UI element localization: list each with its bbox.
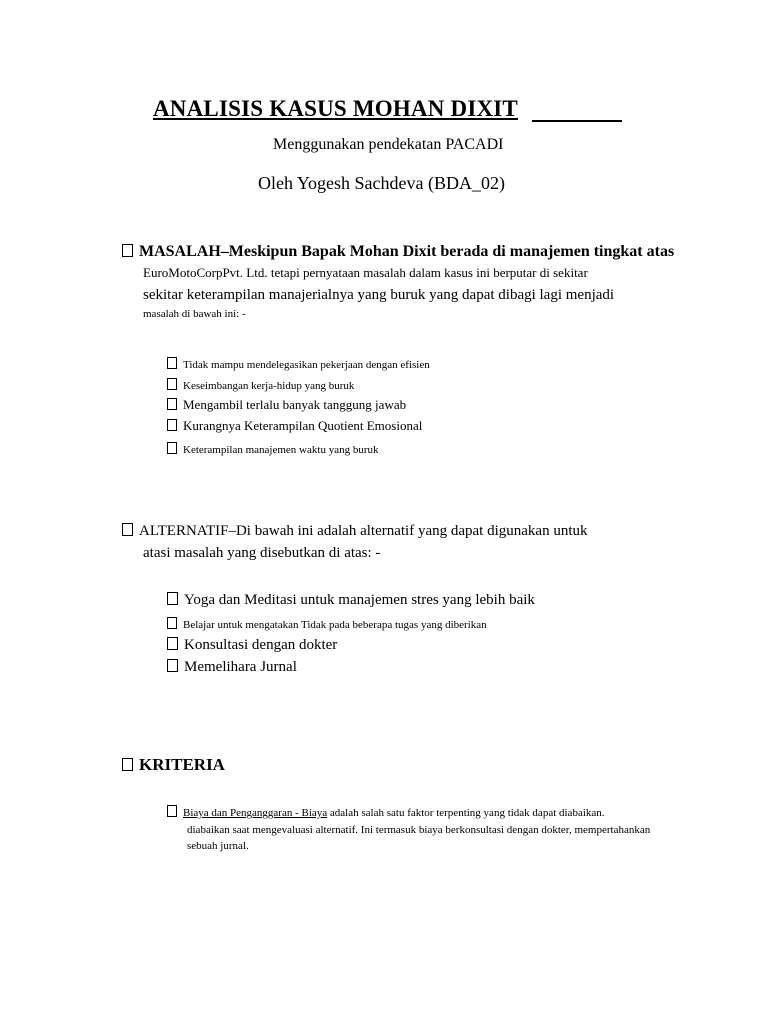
bullet-box-icon [167, 805, 177, 817]
bullet-box-icon [167, 442, 177, 454]
document-title: ANALISIS KASUS MOHAN DIXIT [153, 96, 518, 121]
masalah-line-2: sekitar keterampilan manajerialnya yang buruk yang dapat dibagi lagi menjadi [143, 287, 615, 303]
document-subtitle: Menggunakan pendekatan PACADI [273, 136, 504, 153]
masalah-line-1: EuroMotoCorpPvt. Ltd. tetapi pernyataan masalah dalam kasus ini berputar di sekitar [143, 265, 588, 280]
document-author: Oleh Yogesh Sachdeva (BDA_02) [258, 173, 505, 193]
masalah-item-text: Tidak mampu mendelegasikan pekerjaan dengan efisien [183, 359, 430, 371]
bullet-box-icon [122, 244, 133, 257]
kriteria-item-label: Biaya dan Penganggaran - Biaya [183, 807, 328, 819]
masalah-item-text: Keterampilan manajemen waktu yang buruk [183, 444, 379, 456]
title-underline [532, 120, 622, 122]
kriteria-item [167, 805, 605, 819]
kriteria-heading: KRITERIA [139, 755, 225, 774]
kriteria-line-2: diabaikan saat mengevaluasi alternatif. Ini termasuk biaya berkonsultasi dengan dokter, mempertahankan [187, 824, 651, 836]
alternatif-item [167, 592, 535, 609]
alternatif-item-text: Belajar untuk mengatakan Tidak pada beberapa tugas yang diberikan [183, 619, 487, 631]
masalah-item [167, 418, 422, 434]
bullet-box-icon [167, 592, 178, 605]
bullet-box-icon [167, 419, 177, 431]
kriteria-heading-row [122, 755, 225, 775]
alternatif-item-text: Konsultasi dengan dokter [184, 637, 338, 653]
alternatif-item [167, 617, 487, 631]
bullet-box-icon [167, 357, 177, 369]
bullet-box-icon [167, 617, 177, 629]
alternatif-item [167, 637, 337, 654]
bullet-box-icon [167, 378, 177, 390]
masalah-item [167, 397, 406, 413]
masalah-item [167, 357, 430, 371]
masalah-heading: MASALAH–Meskipun Bapak Mohan Dixit berada di manajemen tingkat atas [139, 243, 675, 260]
bullet-box-icon [167, 637, 178, 650]
masalah-item-text: Mengambil terlalu banyak tanggung jawab [183, 397, 407, 412]
alternatif-heading: ALTERNATIF–Di bawah ini adalah alternatif yang dapat digunakan untuk [139, 523, 588, 539]
alternatif-heading-row [122, 523, 588, 540]
masalah-heading-row [122, 243, 674, 261]
masalah-item [167, 442, 379, 456]
masalah-item-text: Keseimbangan kerja-hidup yang buruk [183, 380, 355, 392]
kriteria-line-3: sebuah jurnal. [187, 840, 249, 852]
masalah-item [167, 378, 354, 392]
alternatif-item [167, 659, 297, 676]
bullet-box-icon [122, 523, 133, 536]
masalah-line-3: masalah di bawah ini: - [143, 308, 246, 320]
masalah-item-text: Kurangnya Keterampilan Quotient Emosional [183, 418, 423, 433]
bullet-box-icon [167, 398, 177, 410]
alternatif-item-text: Memelihara Jurnal [184, 659, 297, 675]
alternatif-item-text: Yoga dan Meditasi untuk manajemen stres yang lebih baik [184, 592, 535, 608]
kriteria-item-text: adalah salah satu faktor terpenting yang tidak dapat diabaikan. [329, 807, 605, 819]
bullet-box-icon [122, 758, 133, 771]
alternatif-line-1: atasi masalah yang disebutkan di atas: - [143, 545, 381, 561]
bullet-box-icon [167, 659, 178, 672]
